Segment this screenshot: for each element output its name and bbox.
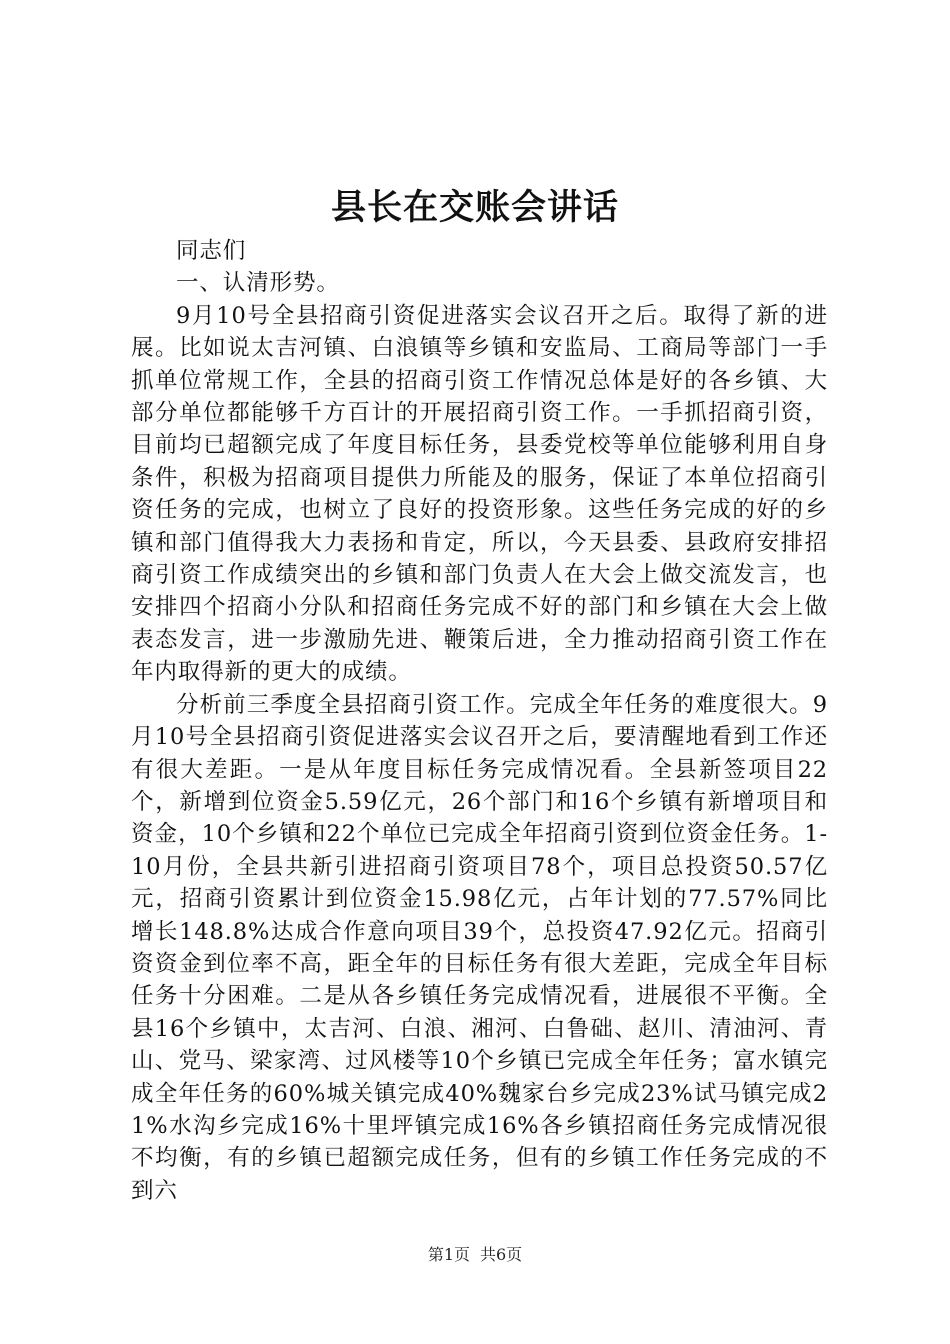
document-body (131, 235, 828, 1207)
document-title: 县长在交账会讲话 (330, 188, 619, 228)
page-number: 第1页 (427, 1245, 470, 1264)
page-footer (0, 1243, 950, 1267)
page-total: 共6页 (480, 1245, 523, 1264)
body-paragraph: 分析前三季度全县招商引资工作。完成全年任务的难度很大。9月10号全县招商引资促进落实会议召开之后，要清醒地看到工作还有很大差距。一是从年度目标任务完成情况看。全县新签项目22个，新增到位资金5.59亿元，26个部门和16个乡镇有新增项目和资金，10个乡镇和22个单位已完成全年招商引资到位资金任务。1-10月份，全县共新引进招商引资项目78个，项目总投资50.57亿元，招商引资累计到位资金15.98亿元，占年计划的77.57%同比增长148.8%达成合作意向项目39个，总投资47.92亿元。招商引资资金到位率不高，距全年的目标任务有很大差距，完成全年目标任务十分困难。二是从各乡镇任务完成情况看，进展很不平衡。全县16个乡镇中，太吉河、白浪、湘河、白鲁础、赵川、清油河、青山、党马、梁家湾、过风楼等10个乡镇已完成全年任务；富水镇完成全年任务的60%城关镇完成40%魏家台乡完成23%试马镇完成21%水沟乡完成16%十里坪镇完成16%各乡镇招商任务完成情况很不均衡，有的乡镇已超额完成任务，但有的乡镇工作任务完成的不到六 (131, 691, 828, 1204)
body-paragraph: 9月10号全县招商引资促进落实会议召开之后。取得了新的进展。比如说太吉河镇、白浪镇等乡镇和安监局、工商局等部门一手抓单位常规工作，全县的招商引资工作情况总体是好的各乡镇、大部分单位都能够千方百计的开展招商引资工作。一手抓招商引资，目前均已超额完成了年度目标任务，县委党校等单位能够利用自身条件，积极为招商项目提供力所能及的服务，保证了本单位招商引资任务的完成，也树立了良好的投资形象。这些任务完成的好的乡镇和部门值得我大力表扬和肯定，所以，今天县委、县政府安排招商引资工作成绩突出的乡镇和部门负责人在大会上做交流发言，也安排四个招商小分队和招商任务完成不好的部门和乡镇在大会上做表态发言，进一步激励先进、鞭策后进，全力推动招商引资工作在年内取得新的更大的成绩。 (131, 302, 828, 686)
section-heading: 一、认清形势。 (176, 270, 340, 297)
salutation-paragraph: 同志们 (176, 238, 247, 264)
